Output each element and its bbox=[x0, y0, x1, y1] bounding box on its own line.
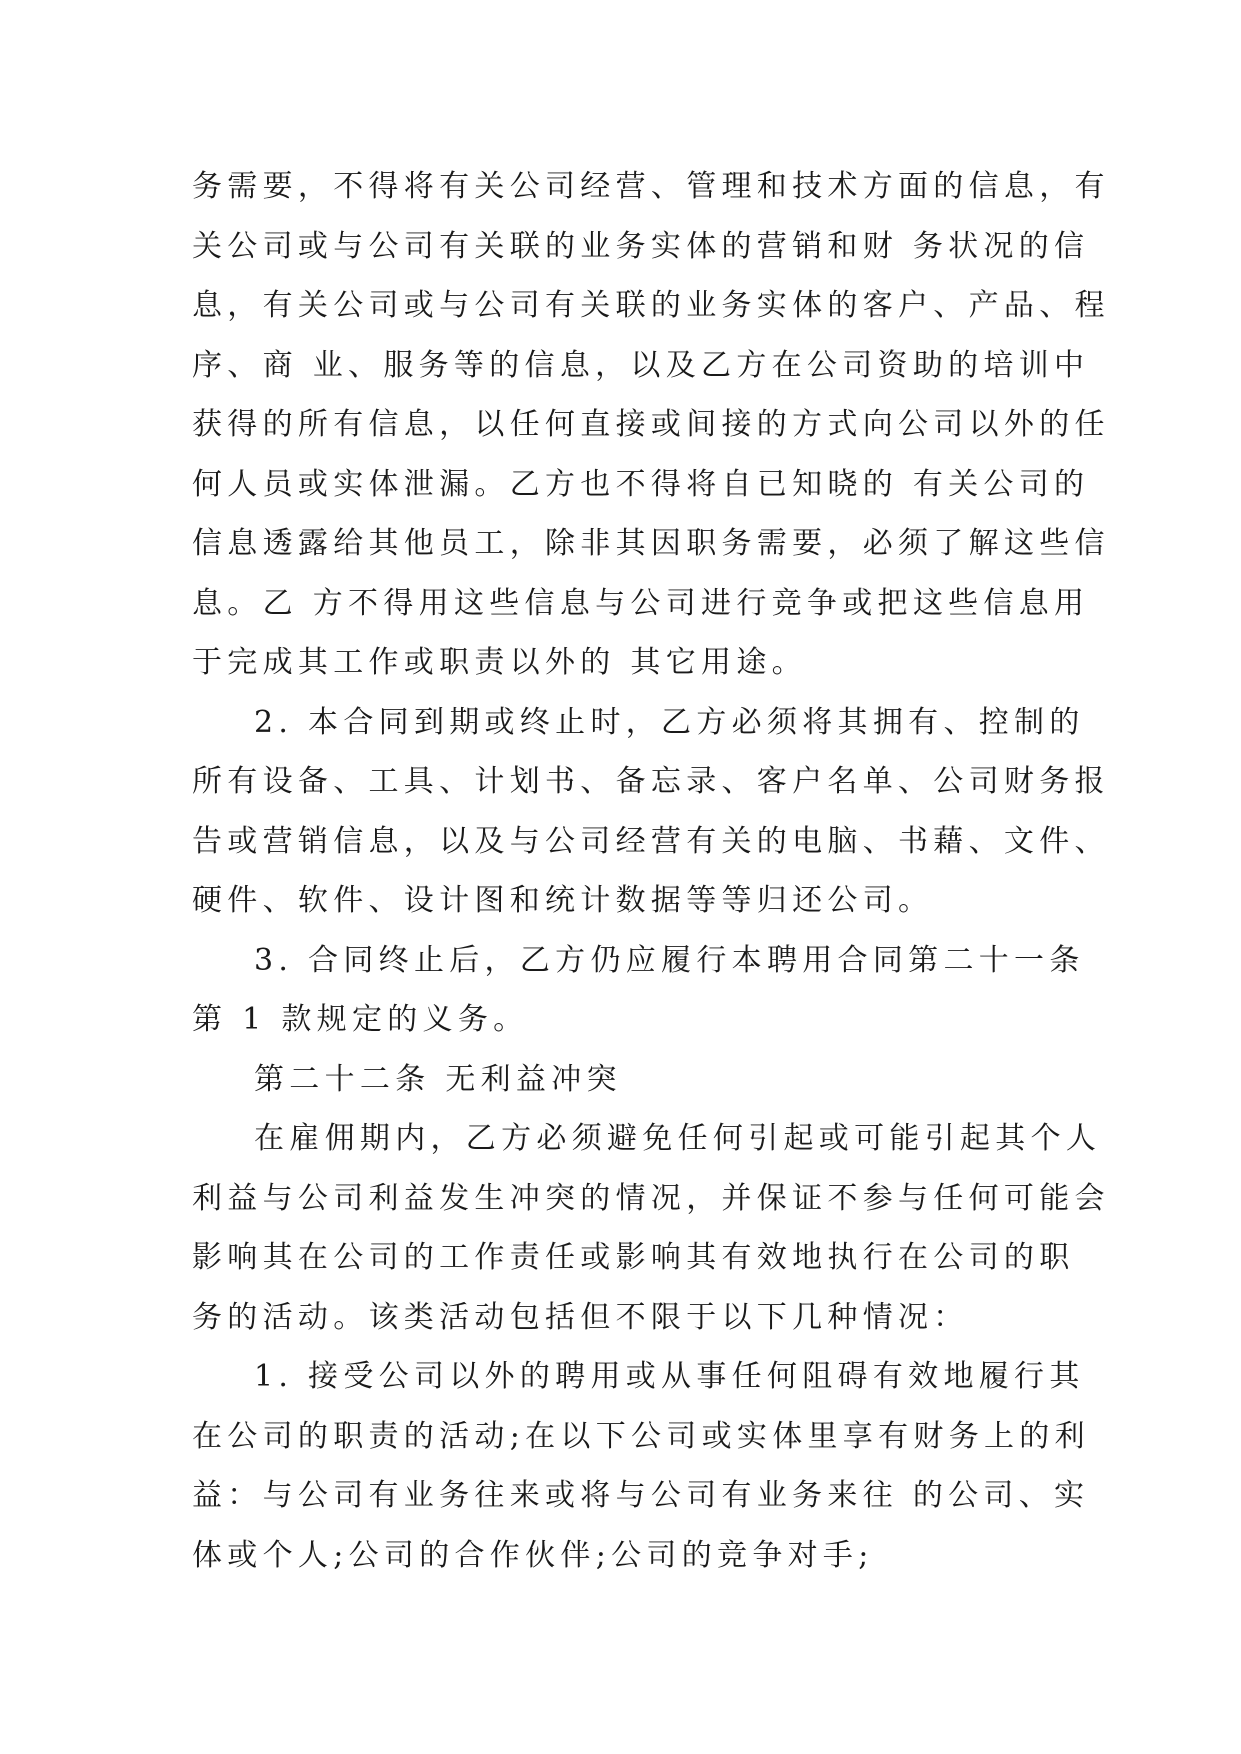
text-line: 务需要，不得将有关公司经营、管理和技术方面的信息，有 bbox=[192, 169, 1110, 204]
text-line: 第 1 款规定的义务。 bbox=[192, 1002, 529, 1037]
text-line: 息。乙 方不得用这些信息与公司进行竞争或把这些信息用 bbox=[192, 585, 1090, 621]
document-body bbox=[192, 157, 1110, 1585]
text-line: 告或营销信息，以及与公司经营有关的电脑、书藉、文件、 bbox=[192, 823, 1110, 859]
text-line: 在公司的职责的活动;在以下公司或实体里享有财务上的利 bbox=[192, 1418, 1090, 1454]
text-line: 影响其在公司的工作责任或影响其有效地执行在公司的职 bbox=[192, 1240, 1075, 1275]
text-line: 获得的所有信息，以任何直接或间接的方式向公司以外的任 bbox=[192, 407, 1110, 442]
text-line: 2. 本合同到期或终止时，乙方必须将其拥有、控制的 bbox=[254, 704, 1085, 740]
text-line: 序、商 业、服务等的信息，以及乙方在公司资助的培训中 bbox=[192, 347, 1090, 383]
text-line: 关公司或与公司有关联的业务实体的营销和财 务状况的信 bbox=[192, 228, 1090, 264]
text-line: 益：与公司有业务往来或将与公司有业务来往 的公司、实 bbox=[192, 1478, 1090, 1513]
text-line: 所有设备、工具、计划书、备忘录、客户名单、公司财务报 bbox=[192, 764, 1110, 799]
text-line: 硬件、软件、设计图和统计数据等等归还公司。 bbox=[192, 883, 934, 918]
text-line: 于完成其工作或职责以外的 其它用途。 bbox=[192, 645, 807, 680]
text-line: 1. 接受公司以外的聘用或从事任何阻碍有效地履行其 bbox=[254, 1359, 1085, 1394]
text-line: 息，有关公司或与公司有关联的业务实体的客户、产品、程 bbox=[192, 288, 1110, 323]
text-line: 3. 合同终止后，乙方仍应履行本聘用合同第二十一条 bbox=[254, 942, 1085, 978]
text-line: 利益与公司利益发生冲突的情况，并保证不参与任何可能会 bbox=[192, 1180, 1110, 1216]
text-line: 在雇佣期内，乙方必须避免任何引起或可能引起其个人 bbox=[254, 1121, 1102, 1156]
text-line: 何人员或实体泄漏。乙方也不得将自已知晓的 有关公司的 bbox=[192, 466, 1090, 502]
text-line: 体或个人;公司的合作伙伴;公司的竞争对手; bbox=[192, 1537, 874, 1573]
text-line: 第二十二条 无利益冲突 bbox=[254, 1061, 622, 1097]
text-line: 信息透露给其他员工，除非其因职务需要，必须了解这些信 bbox=[192, 526, 1110, 561]
text-line: 务的活动。该类活动包括但不限于以下几种情况： bbox=[192, 1299, 969, 1335]
